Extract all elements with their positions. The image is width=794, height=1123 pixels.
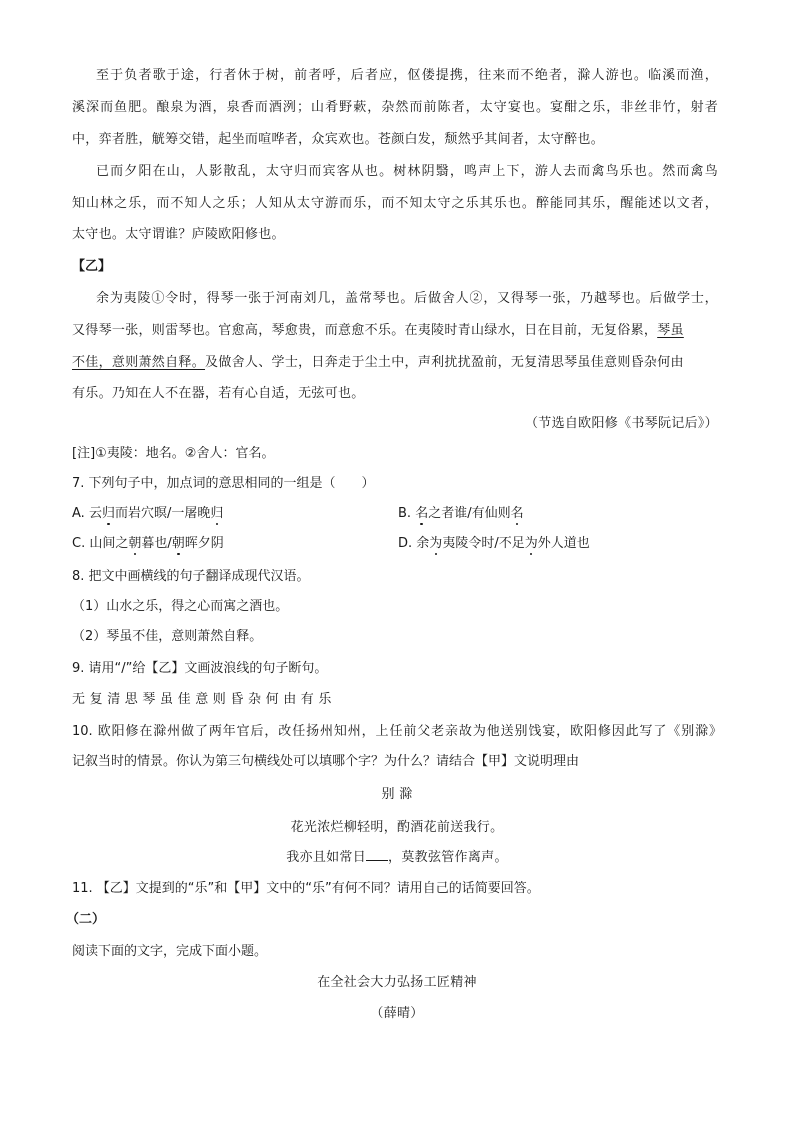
option-c-label: C. (72, 536, 90, 551)
poem-line-2 (0, 848, 794, 868)
question-7-option-c[interactable] (72, 534, 224, 554)
question-7-option-b[interactable] (398, 504, 524, 524)
option-d-text: 余 (416, 536, 430, 551)
question-10-line-2: 记叙当时的情景。你认为第三句横线处可以填哪个字？为什么？请结合【甲】文说明理由 (72, 754, 580, 769)
section-2-instruction: 阅读下面的文字，完成下面小题。 (72, 944, 268, 959)
yi-line-1: 余为夷陵①令时，得琴一张于河南刘几，盖常琴也。后做舍人②，又得琴一张，乃越琴也。后做学士， (96, 291, 718, 306)
option-c-dotted-word: 朝 (171, 536, 185, 551)
option-c-dotted-word: 朝 (128, 536, 142, 551)
poem-line-1: 花光浓烂柳轻明，酌酒花前送我行。 (290, 820, 504, 835)
yi-line-3 (72, 353, 718, 373)
option-d-dotted-word: 为 (524, 536, 538, 551)
poem-line-2-end: ，莫教弦管作离声。 (388, 850, 508, 865)
option-d-dotted-word: 为 (429, 536, 443, 551)
option-a-text: 而岩穴暝/一屠晚 (114, 506, 211, 521)
question-11-stem: 11. 【乙】文提到的“乐”和【甲】文中的“乐”有何不同？请用自己的话简要回答。 (72, 881, 540, 896)
option-a-label: A. (72, 506, 89, 521)
option-d-text: 外人道也 (537, 536, 590, 551)
option-c-text: 山间之 (89, 536, 129, 551)
option-a-dotted-word: 归 (210, 506, 224, 521)
option-b-dotted-word: 名 (415, 506, 429, 521)
option-b-dotted-word: 名 (510, 506, 524, 521)
option-c-text: 暮也/ (141, 536, 172, 551)
jia-p2-line-2: 溪深而鱼肥。酿泉为酒，泉香而酒洌；山肴野蔌，杂然而前陈者，太守宴也。宴酣之乐，非丝非竹，射者 (72, 100, 718, 115)
jia-p2-line-3: 中，弈者胜，觥筹交错，起坐而喧哗者，众宾欢也。苍颜白发，颓然乎其间者，太守醉也。 (72, 132, 605, 147)
article-author: （薛晴） (370, 1006, 424, 1021)
jia-p2-line-1: 至于负者歌于途，行者休于树，前者呼，后者应，伛偻提携，往来而不绝者，滁人游也。临溪而渔， (96, 68, 718, 83)
poem-title: 别 滁 (381, 787, 413, 802)
jia-p3-line-3: 太守也。太守谓谁？庐陵欧阳修也。 (72, 227, 285, 242)
option-a-text: 云 (88, 506, 102, 521)
yi-underlined-sentence-end: 不佳，意则萧然自释。 (72, 355, 206, 370)
option-d-label: D. (398, 536, 417, 551)
question-9-sentence: 无复清思琴虽佳意则昏杂何由有乐 (72, 692, 337, 707)
yi-line-3-text: 及做舍人、学士，日奔走于尘土中，声利扰扰盈前，无复清思琴虽佳意则昏杂何由 (205, 355, 684, 370)
option-b-label: B. (398, 506, 416, 521)
question-7-option-a[interactable] (72, 504, 223, 524)
option-c-text: 晖夕阴 (184, 536, 224, 551)
yi-underlined-sentence-start: 琴虽 (657, 323, 684, 338)
option-b-text: 之者谁/有仙则 (428, 506, 511, 521)
section-2-heading: （二） (66, 912, 106, 927)
yi-line-2 (72, 321, 718, 341)
article-title: 在全社会大力弘扬工匠精神 (317, 975, 477, 990)
question-10-line-1: 10. 欧阳修在滁州做了两年官后，改任扬州知州，上任前父老亲故为他送别饯宴，欧阳修因此写了《别滁》 (72, 724, 722, 739)
question-8-item-2: （2）琴虽不佳，意则萧然自释。 (72, 629, 263, 644)
source-citation: （节选自欧阳修《书琴阮记后》） (524, 416, 718, 431)
jia-p3-line-1: 已而夕阳在山，人影散乱，太守归而宾客从也。树林阴翳，鸣声上下，游人去而禽鸟乐也。然而禽鸟 (96, 164, 718, 179)
annotation-note: [注]①夷陵：地名。②舍人：官名。 (72, 446, 275, 461)
question-8-stem: 8. 把文中画横线的句子翻译成现代汉语。 (72, 569, 310, 584)
question-9-stem: 9. 请用“/”给【乙】文画波浪线的句子断句。 (72, 661, 328, 676)
poem-line-2-start: 我亦且如常日 (286, 850, 367, 865)
question-7-stem: 7. 下列句子中，加点词的意思相同的一组是（ ） (72, 476, 375, 491)
option-a-dotted-word: 归 (101, 506, 115, 521)
yi-heading: 【乙】 (72, 259, 112, 274)
question-8-item-1: （1）山水之乐，得之心而寓之酒也。 (72, 599, 289, 614)
yi-line-4: 有乐。乃知在人不在器，若有心自适，无弦可也。 (72, 386, 365, 401)
yi-line-2-text: 又得琴一张，则雷琴也。官愈高，琴愈贵，而意愈不乐。在夷陵时青山绿水，日在目前，无复俗累， (72, 323, 658, 338)
jia-p3-line-2: 知山林之乐，而不知人之乐；人知从太守游而乐，而不知太守之乐其乐也。醉能同其乐，醒能述以文者， (72, 196, 718, 211)
option-d-text: 夷陵令时/不足 (442, 536, 525, 551)
question-7-option-d[interactable] (398, 534, 590, 554)
poem-blank[interactable] (366, 848, 388, 861)
